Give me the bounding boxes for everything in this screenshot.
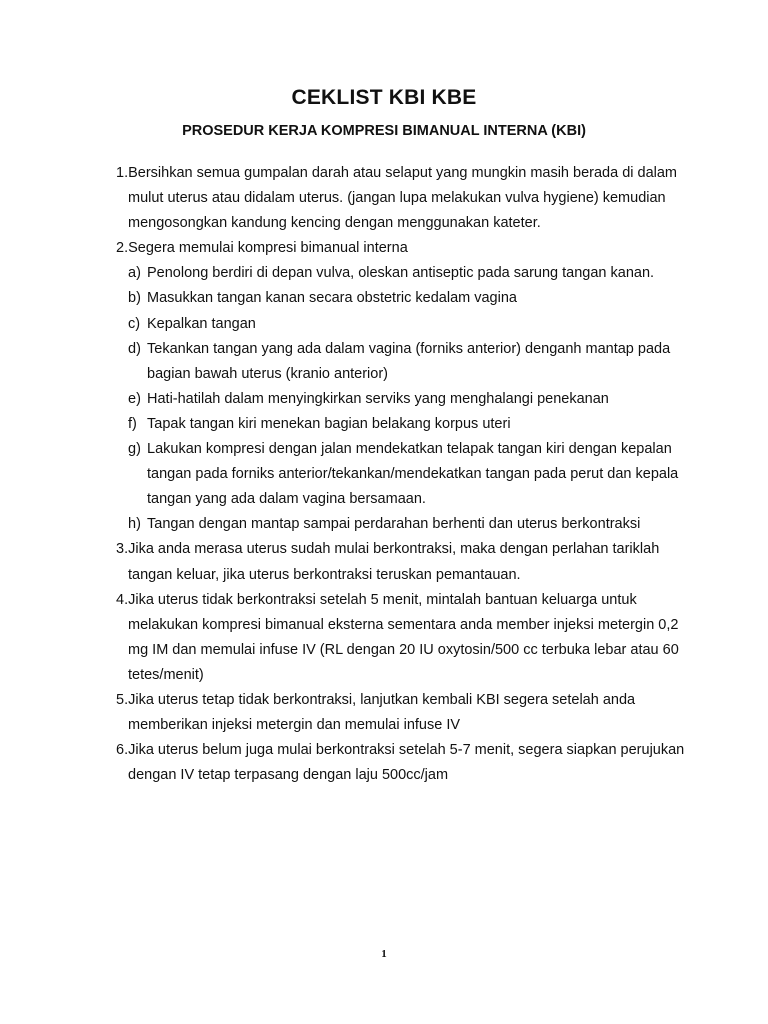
substep-mark: e) (128, 390, 141, 407)
substep-e (116, 387, 686, 412)
step-1 (116, 161, 686, 236)
substep-g (116, 437, 686, 512)
substep-mark: a) (128, 265, 141, 282)
substep-mark: f) (128, 415, 137, 432)
substep-mark: d) (128, 340, 141, 357)
step-6 (116, 738, 686, 788)
substep-mark: b) (128, 290, 141, 307)
substep-c (116, 312, 686, 337)
procedure-list (116, 161, 686, 788)
step-text: Segera memulai kompresi bimanual interna (128, 240, 408, 257)
substep-b (116, 286, 686, 311)
document-title: CEKLIST KBI KBE (291, 86, 477, 109)
substep-h (116, 512, 686, 537)
step-text: Jika uterus tidak berkontraksi setelah 5 menit, mintalah bantuan keluarga untuk melakukan kompresi bimanual eksterna sementara anda member injeksi metergin 0,2 mg IM dan memulai infuse IV (RL dengan 20 IU oxytosin/500 cc terbuka lebar atau 60 tetes/menit) (128, 591, 679, 683)
step-3 (116, 537, 686, 587)
substep-mark: g) (128, 441, 141, 458)
substep-text: Hati-hatilah dalam menyingkirkan serviks yang menghalangi penekanan (147, 390, 609, 407)
substep-text: Tekankan tangan yang ada dalam vagina (forniks anterior) denganh mantap pada bagian bawah uterus (kranio anterior) (147, 340, 671, 382)
page-number: 1 (381, 948, 387, 960)
substep-mark: h) (128, 516, 141, 533)
substep-text: Tapak tangan kiri menekan bagian belakang korpus uteri (147, 415, 511, 432)
step-number: 4. (116, 591, 129, 608)
substep-d (116, 337, 686, 387)
step-text: Jika uterus tetap tidak berkontraksi, lanjutkan kembali KBI segera setelah anda memberikan injeksi metergin dan memulai infuse IV (128, 691, 636, 734)
substep-text: Kepalkan tangan (147, 315, 256, 332)
step-text: Jika anda merasa uterus sudah mulai berkontraksi, maka dengan perlahan tariklah tangan keluar, jika uterus berkontraksi teruskan pemantauan. (128, 541, 660, 583)
substep-text: Tangan dengan mantap sampai perdarahan berhenti dan uterus berkontraksi (147, 516, 641, 533)
step-number: 5. (116, 691, 129, 708)
step-number: 2. (116, 240, 129, 257)
step-4 (116, 588, 686, 688)
step-2 (116, 236, 686, 261)
step-number: 6. (116, 742, 129, 759)
step-text: Jika uterus belum juga mulai berkontraksi setelah 5-7 menit, segera siapkan perujukan dengan IV tetap terpasang dengan laju 500cc/jam (128, 742, 685, 784)
substep-text: Masukkan tangan kanan secara obstetric kedalam vagina (147, 290, 517, 307)
substep-text: Penolong berdiri di depan vulva, oleskan antiseptic pada sarung tangan kanan. (147, 265, 655, 282)
substep-mark: c) (128, 315, 141, 332)
step-number: 1. (116, 165, 129, 181)
substep-a (116, 261, 686, 286)
step-text: Bersihkan semua gumpalan darah atau selaput yang mungkin masih berada di dalam mulut uterus atau didalam uterus. (jangan lupa melakukan vulva hygiene) kemudian mengosongkan kandung kencing dengan menggunakan kateter. (128, 165, 678, 232)
substep-f (116, 412, 686, 437)
step-number: 3. (116, 541, 129, 558)
step-5 (116, 688, 686, 738)
document-subtitle: PROSEDUR KERJA KOMPRESI BIMANUAL INTERNA (KBI) (182, 123, 586, 139)
substep-text: Lakukan kompresi dengan jalan mendekatkan telapak tangan kiri dengan kepalan tangan pada forniks anterior/tekankan/mendekatkan tangan pada perut dan kepala tangan yang ada dalam vagina bersamaan. (147, 441, 679, 508)
